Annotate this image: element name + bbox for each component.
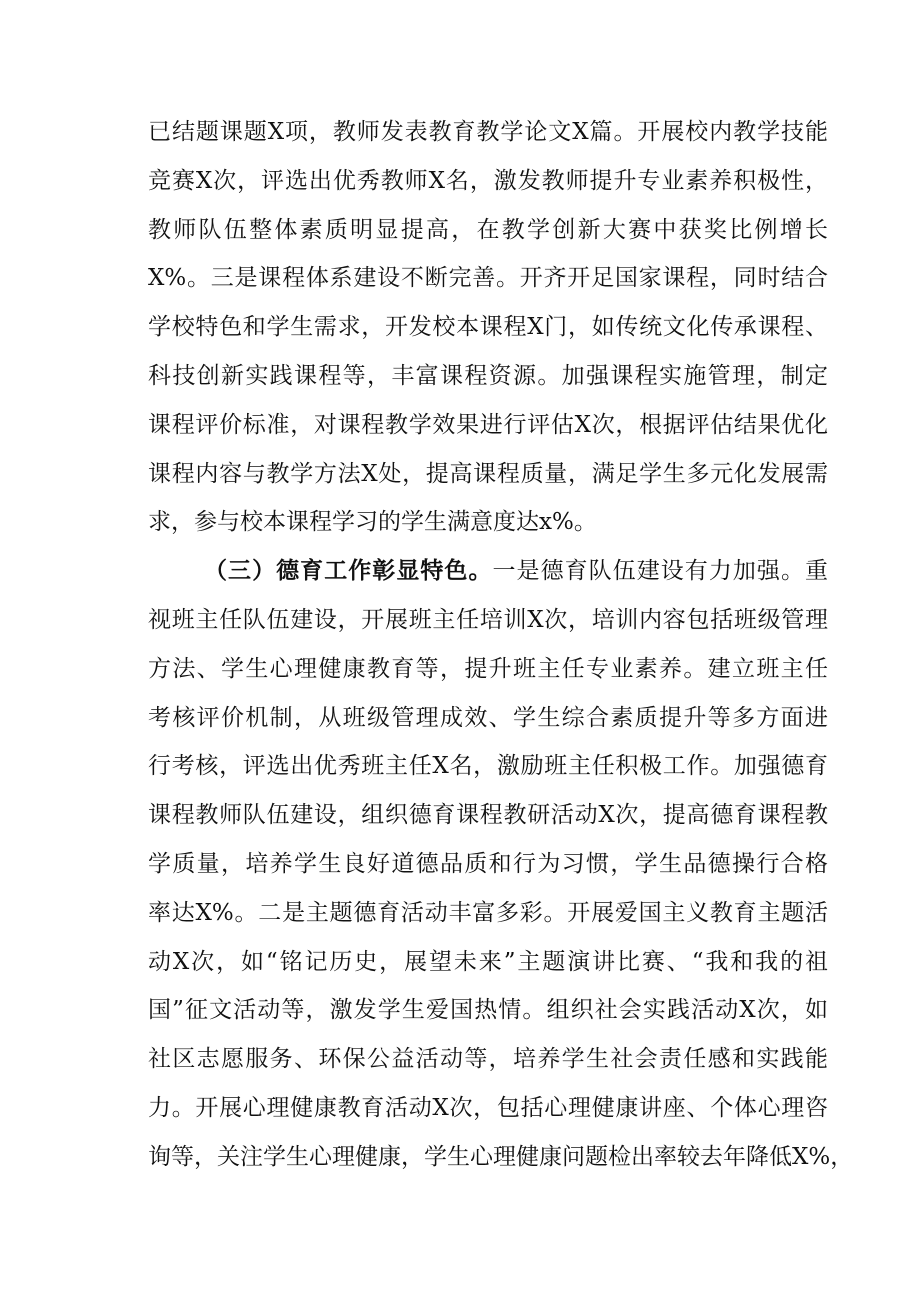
document-body <box>148 108 854 1182</box>
paragraph-2 <box>148 547 854 1181</box>
text-line: 学质量，培养学生良好道德品质和行为习惯，学生品德操行合格 <box>148 850 828 877</box>
text-line: 课程教师队伍建设，组织德育课程教研活动X次，提高德育课程教 <box>148 802 828 829</box>
text-line: 课程评价标准，对课程教学效果进行评估X次，根据评估结果优化 <box>148 411 828 438</box>
text-line: 求，参与校本课程学习的学生满意度达x%。 <box>148 509 597 536</box>
paragraph-1 <box>148 108 828 547</box>
paragraph-first-line <box>148 547 828 596</box>
text-line: 率达X%。二是主题德育活动丰富多彩。开展爱国主义教育主题活 <box>148 899 828 926</box>
text-line: 行考核，评选出优秀班主任X名，激励班主任积极工作。加强德育 <box>148 753 828 780</box>
text-line: 教师队伍整体素质明显提高，在教学创新大赛中获奖比例增长 <box>148 216 828 243</box>
text-line: 国”征文活动等，激发学生爱国热情。组织社会实践活动X次，如 <box>148 997 828 1024</box>
text-line: 动X次，如“铭记历史，展望未来”主题演讲比赛、“我和我的祖 <box>148 948 828 975</box>
text-line: 询等，关注学生心理健康，学生心理健康问题检出率较去年降低X%， <box>148 1143 854 1170</box>
text-line: 力。开展心理健康教育活动X次，包括心理健康讲座、个体心理咨 <box>148 1094 828 1121</box>
text-line: 课程内容与教学方法X处，提高课程质量，满足学生多元化发展需 <box>148 460 828 487</box>
text-line: 已结题课题X项，教师发表教育教学论文X篇。开展校内教学技能 <box>148 119 828 145</box>
text-line: X%。三是课程体系建设不断完善。开齐开足国家课程，同时结合 <box>148 265 828 292</box>
text-line: 视班主任队伍建设，开展班主任培训X次，培训内容包括班级管理 <box>148 606 828 633</box>
section-heading: （三）德育工作彰显特色。 <box>204 558 493 585</box>
text-line: 社区志愿服务、环保公益活动等，培养学生社会责任感和实践能 <box>148 1046 828 1073</box>
text-line: 学校特色和学生需求，开发校本课程X门，如传统文化传承课程、 <box>148 314 828 341</box>
text-line: 方法、学生心理健康教育等，提升班主任专业素养。建立班主任 <box>148 655 828 682</box>
text-run: 一是德育队伍建设有力加强。重 <box>492 558 829 585</box>
text-line: 竞赛X次，评选出优秀教师X名，激发教师提升专业素养积极性， <box>148 167 828 194</box>
text-line: 科技创新实践课程等，丰富课程资源。加强课程实施管理，制定 <box>148 362 828 389</box>
text-line: 考核评价机制，从班级管理成效、学生综合素质提升等多方面进 <box>148 704 828 731</box>
